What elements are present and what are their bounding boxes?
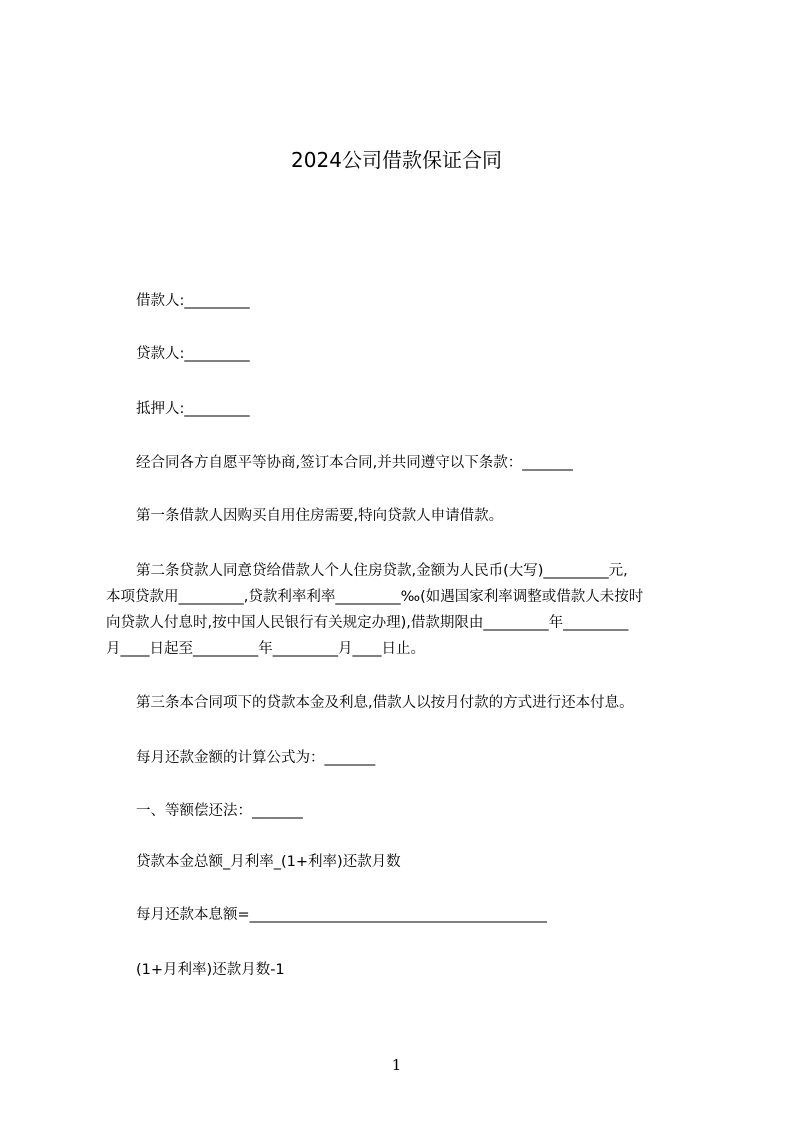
method-1-heading: 一、等额偿还法：_______ [136, 803, 303, 819]
formula-intro: 每月还款金额的计算公式为：_______ [136, 750, 376, 766]
borrower-line: 借款人:_________ [136, 293, 250, 309]
formula-denominator: (1+月利率)还款月数-1 [136, 962, 285, 978]
article-2-line-1: 第二条贷款人同意贷给借款人个人住房贷款,金额为人民币(大写)_________元, [136, 563, 628, 579]
formula-numerator: 贷款本金总额_月利率_(1+利率)还款月数 [136, 854, 401, 870]
article-3: 第三条本合同项下的贷款本金及利息,借款人以按月付款的方式进行还本付息。 [136, 695, 634, 711]
preamble: 经合同各方自愿平等协商,签订本合同,并共同遵守以下条款：_______ [136, 455, 573, 471]
mortgagor-line: 抵押人:_________ [136, 401, 250, 417]
document-title: 2024公司借款保证合同 [291, 148, 502, 172]
article-1: 第一条借款人因购买自用住房需要,特向贷款人申请借款。 [136, 508, 504, 524]
formula-line: 每月还款本息额=_________________________________________ [136, 907, 547, 923]
article-2-line-4: 月____日起至_________年_________月____日止。 [106, 641, 425, 657]
article-2-line-3: 向贷款人付息时,按中国人民银行有关规定办理),借款期限由_________年_________ [106, 615, 629, 631]
lender-line: 贷款人:_________ [136, 346, 250, 362]
article-2-line-2: 本项贷款用_________,贷款利率利率_________‰(如遇国家利率调整或借款人未按时 [106, 589, 644, 605]
page-number: 1 [391, 1056, 402, 1074]
